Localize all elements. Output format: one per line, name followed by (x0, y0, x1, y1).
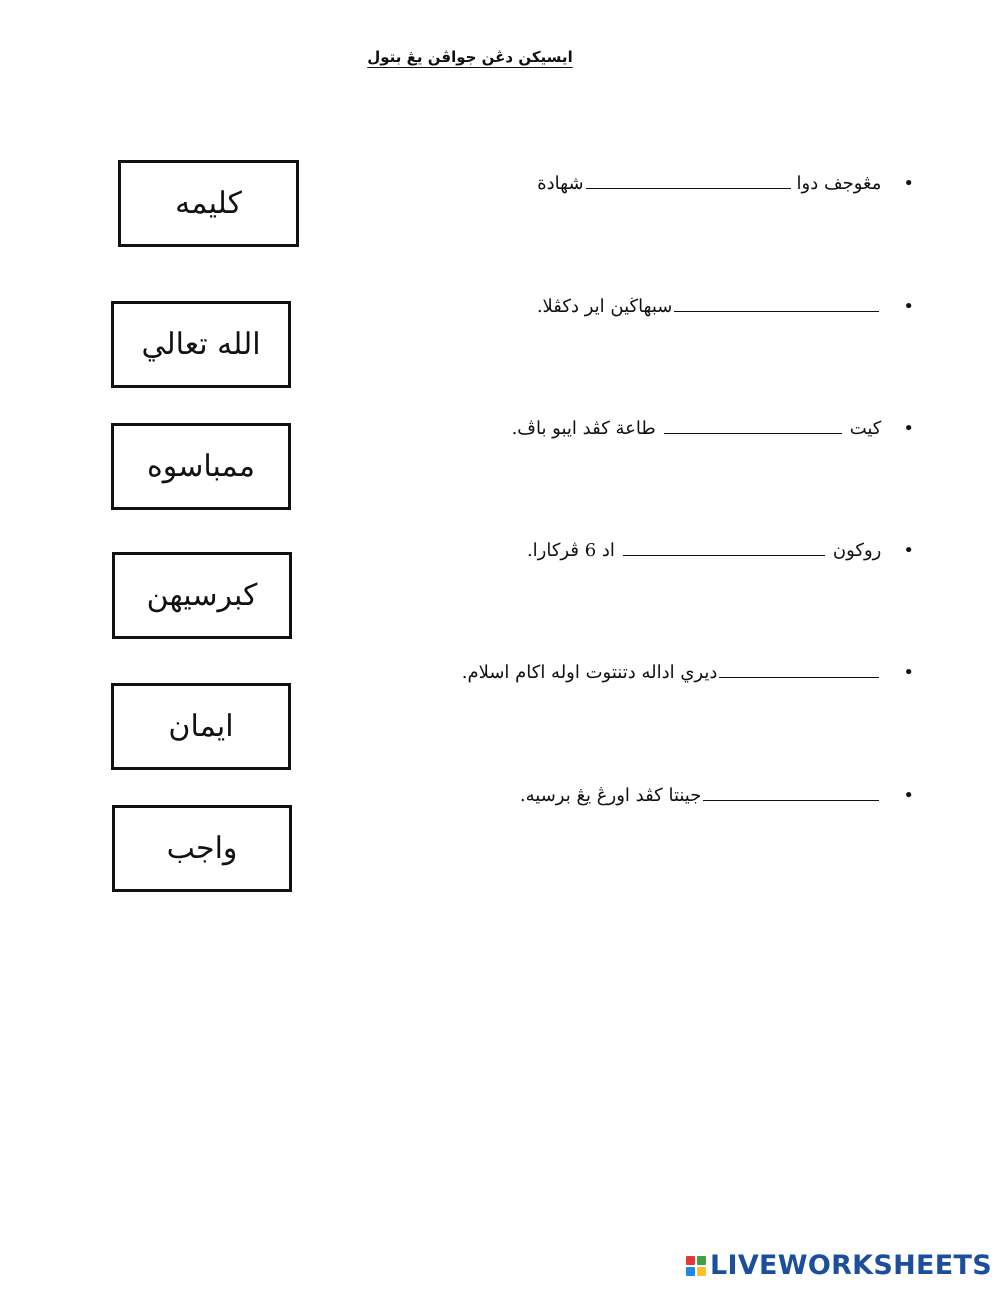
answer-blank[interactable] (586, 172, 791, 189)
question-text-before: كيت (849, 418, 882, 439)
answer-blank[interactable] (719, 661, 879, 678)
question-row: • مڠوجف دوا شهادة (537, 173, 914, 194)
question-text-after: طاعة كڤد ايبو باڤ. (511, 418, 656, 439)
answer-blank[interactable] (674, 295, 879, 312)
answer-blank[interactable] (703, 784, 879, 801)
liveworksheets-logo (686, 1250, 992, 1281)
question-row: • كيت طاعة كڤد ايبو باڤ. (511, 418, 914, 439)
logo-blocks-icon (686, 1256, 706, 1276)
question-row: • ديري اداله دتنتوت اوله اكام اسلام. (461, 662, 914, 683)
question-row: • روكون اد 6 ڤركارا. (526, 540, 914, 561)
question-text-after: اد 6 ڤركارا. (526, 540, 615, 561)
answer-blank[interactable] (664, 417, 842, 434)
question-text-before: مڠوجف دوا (796, 173, 882, 194)
question-text-after: سبهاڬين اير دكڤلا. (536, 296, 673, 317)
word-card[interactable]: ممباسوه (111, 423, 291, 510)
question-row: • سبهاڬين اير دكڤلا. (536, 296, 914, 317)
word-card[interactable]: واجب (112, 805, 292, 892)
logo-text: LIVEWORKSHEETS (709, 1250, 992, 1281)
worksheet-title: ايسيكن دڠن جواڤن يڠ بتول (367, 48, 573, 66)
word-card[interactable]: ايمان (111, 683, 291, 770)
word-card[interactable]: كليمه (118, 160, 299, 247)
question-row: • جينتا كڤد اورڠ يڠ برسيه. (519, 785, 914, 806)
question-text-after: جينتا كڤد اورڠ يڠ برسيه. (519, 785, 702, 806)
answer-blank[interactable] (623, 539, 825, 556)
question-text-after: شهادة (537, 173, 584, 194)
word-card[interactable]: كبرسيهن (112, 552, 292, 639)
question-text-before: روكون (832, 540, 882, 561)
question-text-after: ديري اداله دتنتوت اوله اكام اسلام. (461, 662, 718, 683)
word-card[interactable]: الله تعالي (111, 301, 291, 388)
